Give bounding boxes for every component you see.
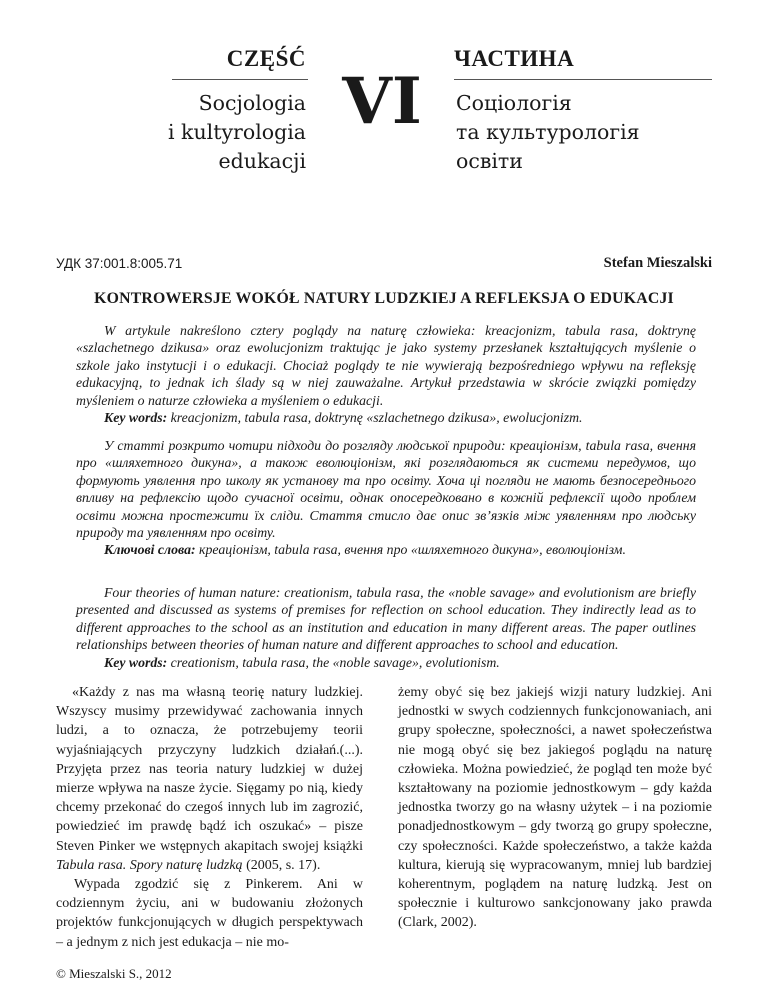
keywords-label: Key words: bbox=[104, 654, 168, 670]
subject-ua-line-3: освіти bbox=[456, 149, 523, 173]
udk-code: УДК 37:001.8:005.71 bbox=[56, 256, 183, 271]
subject-pl-line-2: i kultyrologia bbox=[167, 120, 306, 144]
abstract-en bbox=[76, 584, 696, 671]
abstract-pl bbox=[76, 322, 696, 426]
abstract-ua bbox=[76, 437, 696, 559]
part-label-ua: ЧАСТИНА bbox=[454, 46, 575, 71]
body-column-left bbox=[56, 683, 363, 952]
keywords-text: креаціонізм, tabula rasa, вчення про «шляхетного дикуна», еволюціонізм. bbox=[195, 542, 626, 558]
subject-pl-line-3: edukacji bbox=[218, 149, 306, 173]
abstract-pl-text: W artykule nakreślono cztery poglądy na naturę człowieka: kreacjonizm, tabula rasa, doktrynę «szlachetnego dzikusa» oraz ewolucjonizm traktując je jako systemy przesłanek kształtujących myślenie o szkole jako instytucji i o edukacji. Chociaż poglądy te nie wywierają bezpośredniego wpływu na refleksję edukacyjną, to jednak ich ślady są w niej zauważalne. Artykuł przedstawia w skrócie związki pomiędzy myśleniem o naturze człowieka a myśleniem o edukacji. bbox=[76, 323, 696, 408]
author-name: Stefan Mieszalski bbox=[603, 255, 712, 271]
header-rule-left bbox=[172, 79, 308, 80]
keywords-text: kreacjonizm, tabula rasa, doktrynę «szlachetnego dzikusa», ewolucjonizm. bbox=[167, 410, 583, 426]
body-column-right bbox=[398, 683, 712, 933]
body-text: (2005, s. 17). bbox=[242, 857, 321, 873]
part-number: VI bbox=[342, 64, 422, 139]
subject-ua-line-2: та культурологія bbox=[456, 120, 640, 144]
section-subject-ua bbox=[456, 89, 640, 176]
abstract-ua-text: У статті розкрито чотири підходи до розгляду людської природи: креаціонізм, tabula rasa, вчення про «шляхетного дикуна», а також еволюціонізм, які розглядаються як системи передумов, що формують уявлення про школу як установу та про освіту. Хоча ці погляди не мають безпосереднього впливу на рефлексію щодо сучасної освіти, однак опосередковано в кожній рефлексії щодо проблем освіти можна простежити їх сліди. Стаття стисло дає опис зв’язків між уявленням про людську природу та уявленням про освіту. bbox=[76, 438, 696, 541]
body-paragraph bbox=[56, 683, 363, 875]
abstract-en-text: Four theories of human nature: creationism, tabula rasa, the «noble savage» and evolutionism are briefly presented and discussed as systems of premises for reflection on school education. They indirectly lead as to different approaches to the school as an institution and education in many different areas. The paper outlines relationships between theories of human nature and different approaches to school and education. bbox=[76, 585, 696, 653]
book-title: Tabula rasa. Spory naturę ludzką bbox=[56, 857, 243, 873]
body-text: «Każdy z nas ma własną teorię natury ludzkiej. Wszyscy musimy przewidywać zachowania innych ludzi, a to oznacza, że potrzebujemy teorii wyjaśniających przyczyny ludzkich działań.(...). Przyjęta przez nas teoria natury ludzkiej w dużej mierze wpływa na nasze życie. Sięgamy po nią, kiedy chcemy przekonać do czegoś innych lub im zagrozić, powiedzieć im prawdę bądź ich oszukać» – pisze Steven Pinker we wstępnych akapitach swojej książki bbox=[56, 685, 363, 854]
keywords-text: creationism, tabula rasa, the «noble savage», evolutionism. bbox=[167, 654, 500, 670]
abstract-pl-keywords bbox=[76, 409, 696, 426]
header-rule-right bbox=[454, 79, 712, 80]
abstract-ua-keywords bbox=[76, 541, 696, 558]
abstract-en-keywords bbox=[76, 654, 696, 671]
keywords-label: Key words: bbox=[104, 410, 168, 426]
subject-pl-line-1: Socjologia bbox=[198, 91, 306, 115]
body-paragraph: Wypada zgodzić się z Pinkerem. Ani w codziennym życiu, ani w budowaniu złożonych projektów funkcjonujących w długich perspektywach – a jednym z nich jest edukacja – nie mo- bbox=[56, 877, 363, 950]
section-subject-pl bbox=[168, 89, 306, 176]
subject-ua-line-1: Соціологія bbox=[456, 91, 572, 115]
keywords-label: Ключові слова: bbox=[104, 542, 196, 558]
article-title: KONTROWERSJE WOKÓŁ NATURY LUDZKIEJ A REFLEKSJA O EDUKACJI bbox=[94, 290, 674, 307]
body-paragraph: żemy obyć się bez jakiejś wizji natury ludzkiej. Ani jednostki w swych codziennych funkcjonowaniach, ani grupy społeczne, społeczności, a nawet społeczeństwa nie mogą obyć się bez jakiegoś poglądu na naturę człowieka. Można powiedzieć, że pogląd ten może być kształtowany na poziomie jednostkowym – gdy każda jednostka tworzy go na własny użytek – i na poziomie ponadjednostkowym – gdy tworzą go grupy społeczne, czy społeczności. Każde społeczeństwo, a także każda kultura, kierują się wypracowanym, mniej lub bardziej koherentnym, poglądem na naturę ludzką. Jest on społecznie i kulturowo sankcjonowany jako prawda (Clark, 2002). bbox=[398, 685, 712, 931]
copyright-notice: © Mieszalski S., 2012 bbox=[56, 966, 172, 981]
part-label-pl: CZĘŚĆ bbox=[226, 46, 306, 71]
